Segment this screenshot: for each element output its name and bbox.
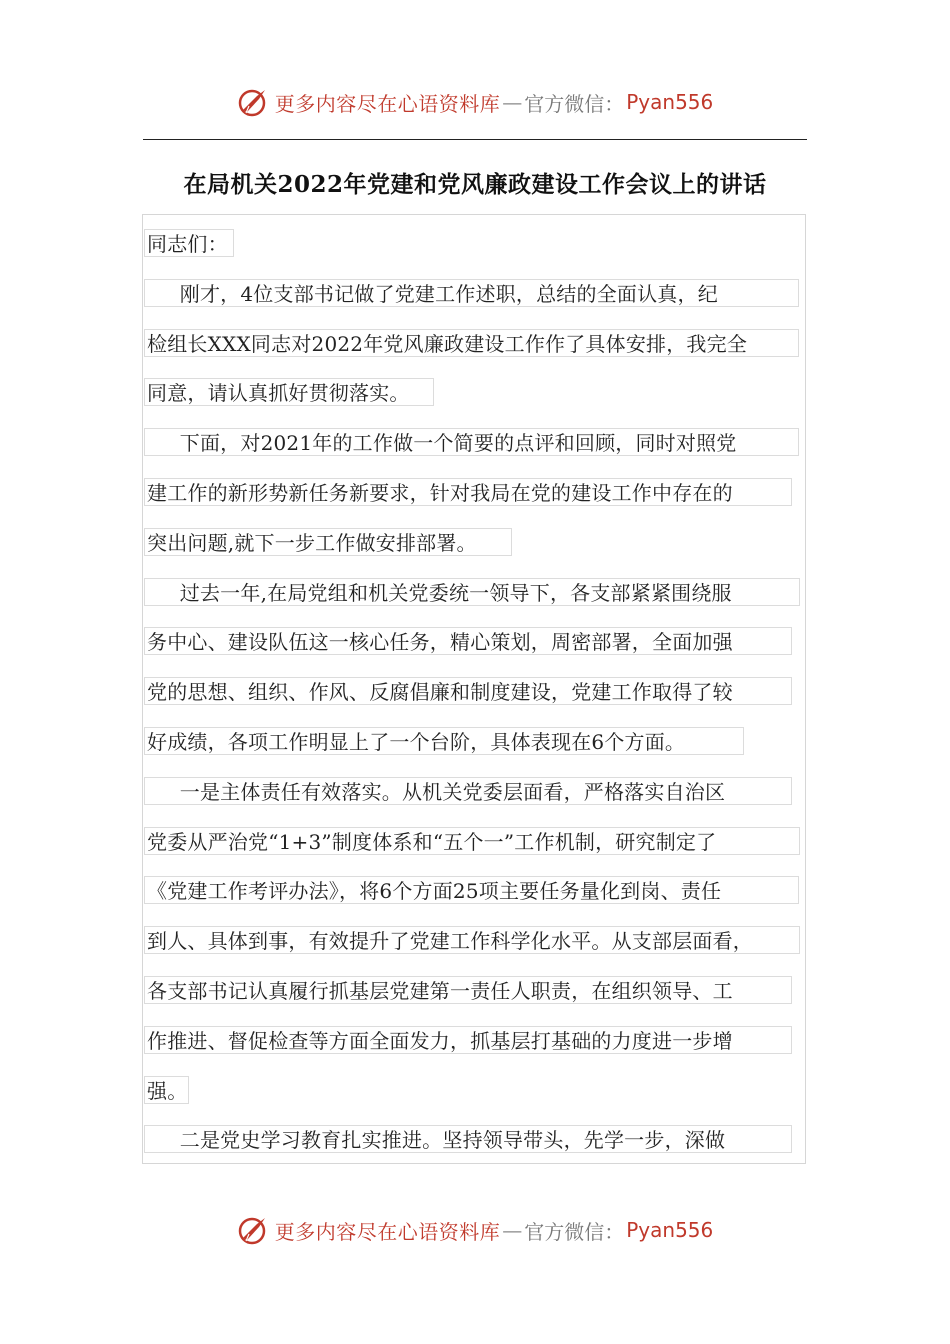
paragraph-line: 下面，对2021年的工作做一个简要的点评和回顾，同时对照党 <box>147 431 737 455</box>
paragraph-line: 作推进、督促检查等方面全面发力，抓基层打基础的力度进一步增 <box>147 1029 733 1053</box>
quill-logo-icon <box>237 1214 269 1246</box>
banner-official-label: 官方微信： <box>524 91 625 116</box>
header-banner <box>0 82 950 122</box>
paragraph-line: 同志们： <box>147 232 228 256</box>
paragraph-line: 党委从严治党“1+3”制度体系和“五个一”工作机制，研究制定了 <box>147 830 717 854</box>
paragraph-line: 突出问题,就下一步工作做安排部署。 <box>147 531 477 555</box>
footer-banner <box>0 1210 950 1250</box>
quill-logo-icon <box>237 86 269 118</box>
paragraph-line: 二是党史学习教育扎实推进。坚持领导带头，先学一步，深做 <box>147 1128 726 1152</box>
banner-wechat-id: Pyan556 <box>626 90 714 114</box>
paragraph-line: 同意，请认真抓好贯彻落实。 <box>147 381 410 405</box>
paragraph-line: 刚才，4位支部书记做了党建工作述职，总结的全面认真，纪 <box>147 282 718 306</box>
paragraph-line: 各支部书记认真履行抓基层党建第一责任人职责，在组织领导、工 <box>147 979 733 1003</box>
banner-text: 更多内容尽在心语资料库 <box>274 91 501 116</box>
banner-official-label: 官方微信： <box>524 1219 625 1244</box>
banner-wechat-id: Pyan556 <box>626 1218 714 1242</box>
banner-text: 更多内容尽在心语资料库 <box>274 1219 501 1244</box>
paragraph-line: 《党建工作考评办法》，将6个方面25项主要任务量化到岗、责任 <box>147 879 722 903</box>
paragraph-line: 好成绩，各项工作明显上了一个台阶，具体表现在6个方面。 <box>147 730 686 754</box>
document-title: 在局机关2022年党建和党风廉政建设工作会议上的讲话 <box>183 171 767 198</box>
paragraph-line: 建工作的新形势新任务新要求，针对我局在党的建设工作中存在的 <box>147 481 733 505</box>
paragraph-line: 到人、具体到事，有效提升了党建工作科学化水平。从支部层面看， <box>147 929 753 953</box>
paragraph-line: 一是主体责任有效落实。从机关党委层面看，严格落实自治区 <box>147 780 726 804</box>
header-rule <box>143 139 807 140</box>
paragraph-line: 检组长XXX同志对2022年党风廉政建设工作作了具体安排，我完全 <box>147 332 748 356</box>
paragraph-line: 过去一年,在局党组和机关党委统一领导下，各支部紧紧围绕服 <box>147 581 732 605</box>
paragraph-line: 强。 <box>147 1079 188 1103</box>
paragraph-line: 务中心、建设队伍这一核心任务，精心策划，周密部署，全面加强 <box>147 630 733 654</box>
paragraph-line: 党的思想、组织、作风、反腐倡廉和制度建设，党建工作取得了较 <box>147 680 733 704</box>
banner-separator: — <box>502 1218 523 1242</box>
banner-separator: — <box>502 90 523 114</box>
